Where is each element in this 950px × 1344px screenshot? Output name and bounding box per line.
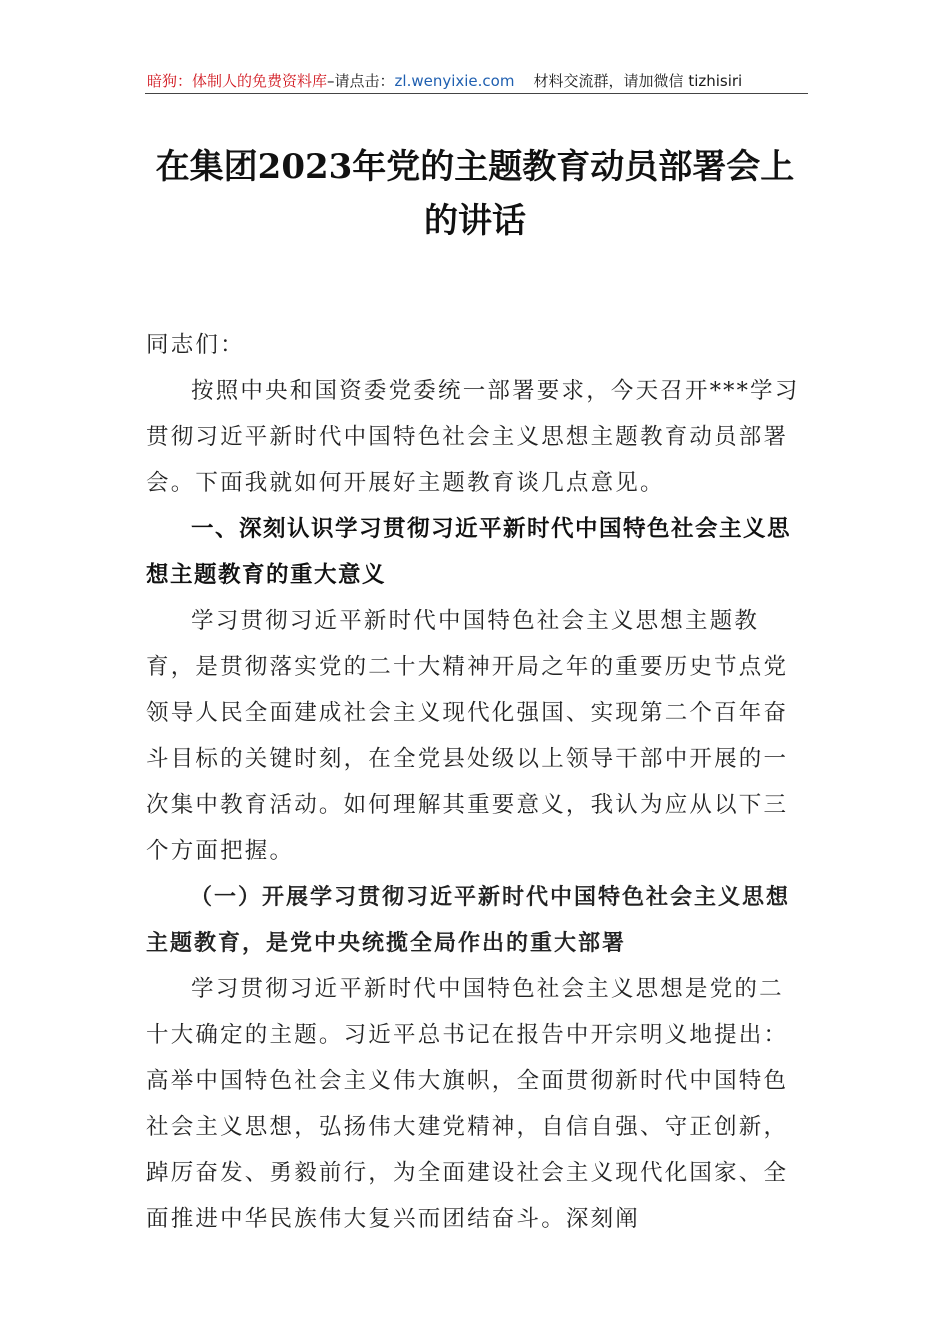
- document-body: [146, 322, 806, 1242]
- section-heading-1: 一、深刻认识学习贯彻习近平新时代中国特色社会主义思想主题教育的重大意义: [146, 516, 792, 588]
- site-link[interactable]: zl.wenyixie.com: [394, 72, 515, 90]
- site-slogan: 暗狗：体制人的免费资料库: [147, 72, 328, 90]
- click-prompt: –请点击：: [327, 72, 395, 90]
- document-title: [100, 140, 850, 248]
- wechat-contact: 材料交流群，请加微信 tizhisiri: [533, 72, 743, 90]
- subsection-paragraph-1: 学习贯彻习近平新时代中国特色社会主义思想是党的二十大确定的主题。习近平总书记在报告中开宗明义地提出：高举中国特色社会主义伟大旗帜，全面贯彻新时代中国特色社会主义思想，弘扬伟大建党精神，自信自强、守正创新，踔厉奋发、勇毅前行，为全面建设社会主义现代化国家、全面推进中华民族伟大复兴而团结奋斗。深刻阐: [146, 976, 789, 1232]
- header-divider: [145, 93, 808, 94]
- section-paragraph-1: 学习贯彻习近平新时代中国特色社会主义思想主题教育，是贯彻落实党的二十大精神开局之年的重要历史节点党领导人民全面建成社会主义现代化强国、实现第二个百年奋斗目标的关键时刻，在全党县处级以上领导干部中开展的一次集中教育活动。如何理解其重要意义，我认为应从以下三个方面把握。: [146, 608, 789, 864]
- title-line-2: 的讲话: [424, 201, 526, 241]
- title-line-1: 在集团2023年党的主题教育动员部署会上: [155, 147, 795, 187]
- subsection-heading-1: （一）开展学习贯彻习近平新时代中国特色社会主义思想主题教育，是党中央统揽全局作出的重大部署: [146, 884, 791, 956]
- salutation: 同志们：: [146, 332, 245, 358]
- intro-paragraph: 按照中央和国资委党委统一部署要求，今天召开***学习贯彻习近平新时代中国特色社会主义思想主题教育动员部署会。下面我就如何开展好主题教育谈几点意见。: [146, 378, 800, 496]
